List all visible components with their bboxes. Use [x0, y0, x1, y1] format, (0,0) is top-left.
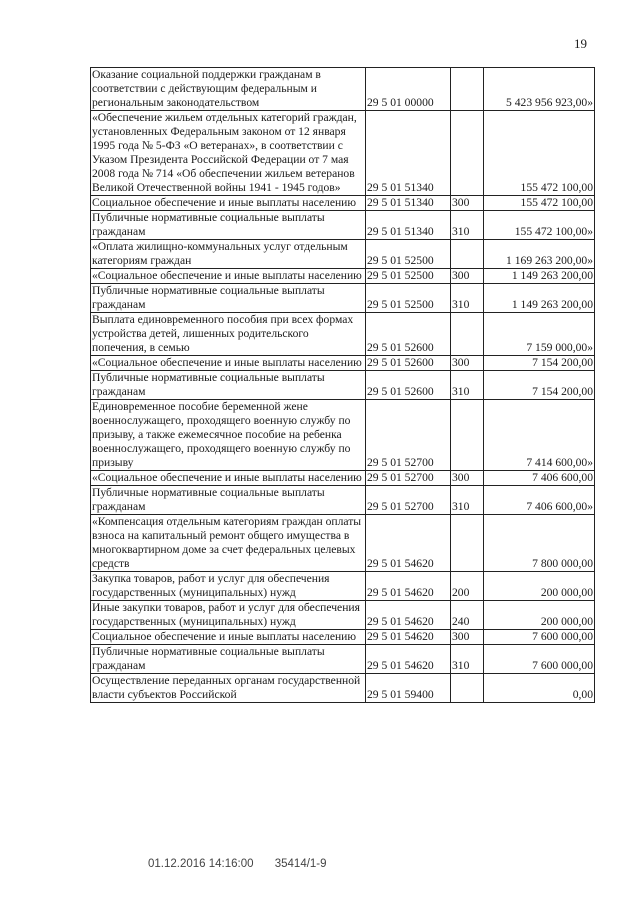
row-name: Иные закупки товаров, работ и услуг для обеспечения государственных (муниципальных) нужд — [91, 601, 366, 630]
row-type: 300 — [451, 630, 484, 645]
table-row — [91, 68, 595, 111]
row-amount: 7 154 200,00 — [484, 356, 595, 371]
table-row — [91, 211, 595, 240]
row-code: 29 5 01 52500 — [366, 284, 451, 313]
table-row — [91, 674, 595, 703]
row-name: Публичные нормативные социальные выплаты гражданам — [91, 645, 366, 674]
table-row — [91, 356, 595, 371]
row-amount: 1 169 263 200,00» — [484, 240, 595, 269]
row-code: 29 5 01 54620 — [366, 515, 451, 572]
table-row — [91, 196, 595, 211]
row-amount: 7 600 000,00 — [484, 645, 595, 674]
budget-table-body — [91, 68, 595, 703]
table-row — [91, 371, 595, 400]
footer-doc-id: 35414/1-9 — [274, 858, 327, 870]
row-name: «Социальное обеспечение и иные выплаты населению — [91, 356, 366, 371]
row-amount: 7 414 600,00» — [484, 400, 595, 471]
row-name: Оказание социальной поддержки гражданам в соответствии с действующим федеральным и региональным законодательством — [91, 68, 366, 111]
table-row — [91, 313, 595, 356]
row-name: Публичные нормативные социальные выплаты гражданам — [91, 211, 366, 240]
row-type: 300 — [451, 196, 484, 211]
table-row — [91, 240, 595, 269]
row-amount: 155 472 100,00 — [484, 196, 595, 211]
row-amount: 155 472 100,00 — [484, 111, 595, 196]
row-amount: 1 149 263 200,00 — [484, 284, 595, 313]
row-amount: 1 149 263 200,00 — [484, 269, 595, 284]
row-code: 29 5 01 51340 — [366, 196, 451, 211]
row-type: 310 — [451, 486, 484, 515]
row-code: 29 5 01 52700 — [366, 486, 451, 515]
row-name: «Обеспечение жильем отдельных категорий граждан, установленных Федеральным законом от 12 января 1995 года № 5-ФЗ «О ветеранах», в соответствии с Указом Президента Российской Федерации от 7 мая 2008 года № 714 «Об обеспечении жильем ветеранов Великой Отечественной войны 1941 - 1945 годов» — [91, 111, 366, 196]
table-row — [91, 515, 595, 572]
row-type — [451, 674, 484, 703]
row-amount: 7 159 000,00» — [484, 313, 595, 356]
row-code: 29 5 01 00000 — [366, 68, 451, 111]
row-name: «Компенсация отдельным категориям граждан оплаты взноса на капитальный ремонт общего имущества в многоквартирном доме за счет федеральных целевых средств — [91, 515, 366, 572]
row-code: 29 5 01 52700 — [366, 400, 451, 471]
row-amount: 7 406 600,00 — [484, 471, 595, 486]
row-type — [451, 68, 484, 111]
table-row — [91, 471, 595, 486]
budget-table — [90, 67, 595, 703]
row-amount: 7 406 600,00» — [484, 486, 595, 515]
row-type — [451, 400, 484, 471]
row-type: 310 — [451, 371, 484, 400]
table-row — [91, 601, 595, 630]
row-amount: 7 154 200,00 — [484, 371, 595, 400]
row-code: 29 5 01 51340 — [366, 211, 451, 240]
row-code: 29 5 01 51340 — [366, 111, 451, 196]
row-type: 200 — [451, 572, 484, 601]
row-code: 29 5 01 54620 — [366, 572, 451, 601]
row-name: «Социальное обеспечение и иные выплаты населению — [91, 269, 366, 284]
row-code: 29 5 01 52700 — [366, 471, 451, 486]
row-type — [451, 111, 484, 196]
table-row — [91, 284, 595, 313]
row-name: Публичные нормативные социальные выплаты гражданам — [91, 486, 366, 515]
table-row — [91, 486, 595, 515]
row-name: Единовременное пособие беременной жене военнослужащего, проходящего военную службу по призыву, а также ежемесячное пособие на ребенка военнослужащего, проходящего военную службу по призыву — [91, 400, 366, 471]
table-row — [91, 111, 595, 196]
row-name: Осуществление переданных органам государственной власти субъектов Российской — [91, 674, 366, 703]
table-row — [91, 572, 595, 601]
row-type: 300 — [451, 356, 484, 371]
table-row — [91, 645, 595, 674]
footer — [148, 858, 345, 870]
row-type: 300 — [451, 269, 484, 284]
table-row — [91, 400, 595, 471]
row-amount: 200 000,00 — [484, 601, 595, 630]
row-name: Публичные нормативные социальные выплаты гражданам — [91, 371, 366, 400]
row-code: 29 5 01 59400 — [366, 674, 451, 703]
row-amount: 7 600 000,00 — [484, 630, 595, 645]
row-type: 240 — [451, 601, 484, 630]
row-amount: 0,00 — [484, 674, 595, 703]
row-amount: 200 000,00 — [484, 572, 595, 601]
row-code: 29 5 01 54620 — [366, 645, 451, 674]
row-amount: 155 472 100,00» — [484, 211, 595, 240]
row-name: Социальное обеспечение и иные выплаты населению — [91, 196, 366, 211]
row-name: Социальное обеспечение и иные выплаты населению — [91, 630, 366, 645]
row-code: 29 5 01 54620 — [366, 601, 451, 630]
row-amount: 5 423 956 923,00» — [484, 68, 595, 111]
row-type: 300 — [451, 471, 484, 486]
row-amount: 7 800 000,00 — [484, 515, 595, 572]
row-name: Закупка товаров, работ и услуг для обеспечения государственных (муниципальных) нужд — [91, 572, 366, 601]
row-name: Выплата единовременного пособия при всех формах устройства детей, лишенных родительского попечения, в семью — [91, 313, 366, 356]
row-code: 29 5 01 52500 — [366, 240, 451, 269]
row-code: 29 5 01 52600 — [366, 313, 451, 356]
row-code: 29 5 01 52500 — [366, 269, 451, 284]
row-name: «Оплата жилищно-коммунальных услуг отдельным категориям граждан — [91, 240, 366, 269]
page-number: 19 — [574, 36, 587, 51]
row-type: 310 — [451, 211, 484, 240]
table-row — [91, 269, 595, 284]
row-type: 310 — [451, 284, 484, 313]
row-type — [451, 240, 484, 269]
table-row — [91, 630, 595, 645]
row-name: Публичные нормативные социальные выплаты гражданам — [91, 284, 366, 313]
row-code: 29 5 01 52600 — [366, 371, 451, 400]
row-type — [451, 515, 484, 572]
footer-timestamp: 01.12.2016 14:16:00 — [148, 858, 254, 870]
row-code: 29 5 01 54620 — [366, 630, 451, 645]
row-type: 310 — [451, 645, 484, 674]
row-code: 29 5 01 52600 — [366, 356, 451, 371]
row-type — [451, 313, 484, 356]
row-name: «Социальное обеспечение и иные выплаты населению — [91, 471, 366, 486]
